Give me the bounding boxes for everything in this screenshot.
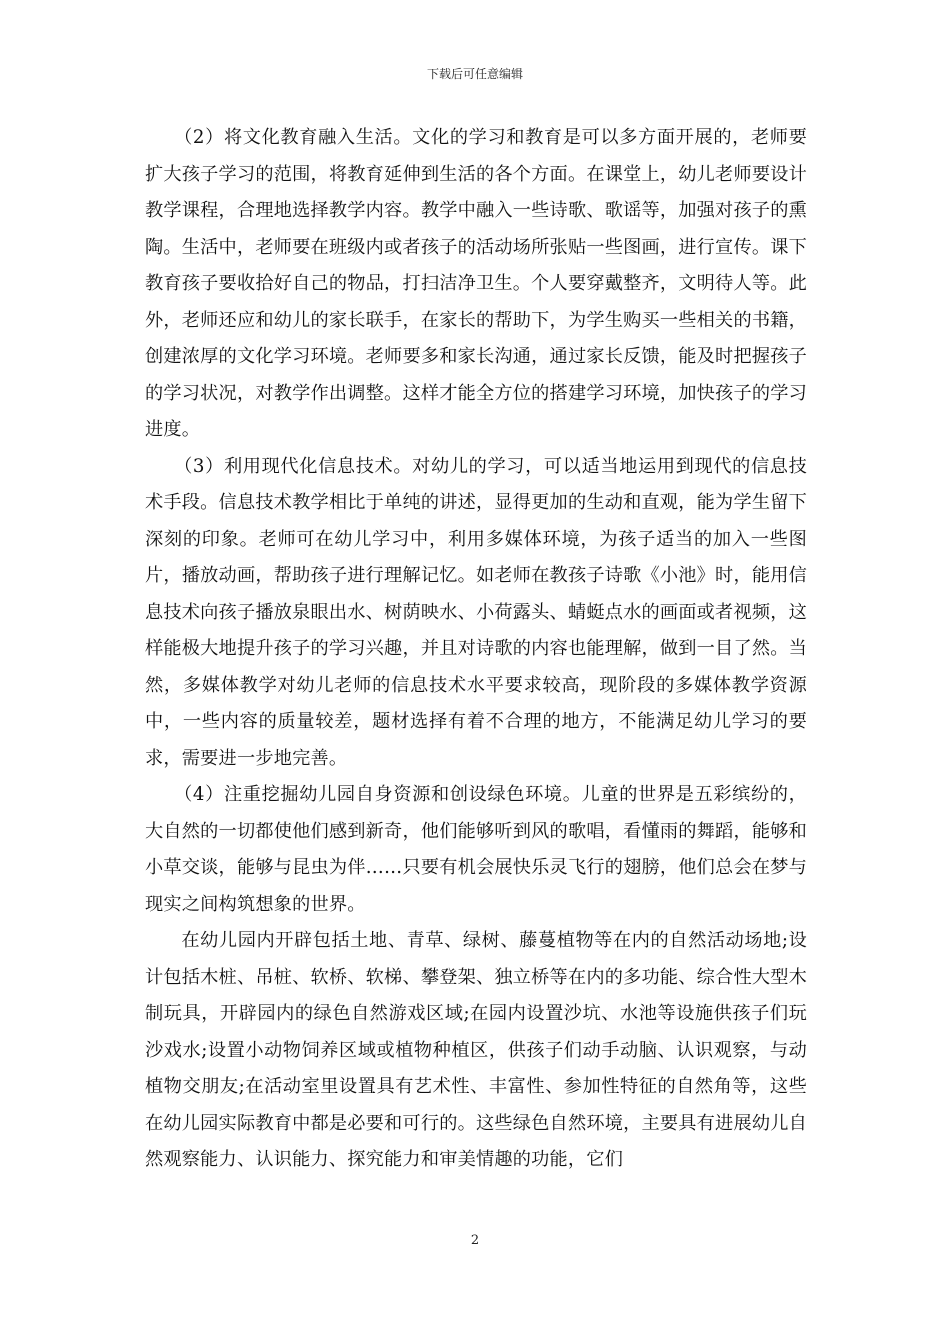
paragraph-kindergarten-facilities: 在幼儿园内开辟包括土地、青草、绿树、藤蔓植物等在内的自然活动场地;设计包括木桩、吊桩、软桥、软梯、攀登架、独立桥等在内的多功能、综合性大型木制玩具，开辟园内的绿色自然游戏区域;在园内设置沙坑、水池等设施供孩子们玩沙戏水;设置小动物饲养区域或植物种植区，供孩子们动手动脑、认识观察，与动植物交朋友;在活动室里设置具有艺术性、丰富性、参加性特征的自然角等，这些在幼儿园实际教育中都是必要和可行的。这些绿色自然环境，主要具有进展幼儿自然观察能力、认识能力、探究能力和审美情趣的功能，它们 <box>145 930 807 1170</box>
page-number: 2 <box>470 1233 480 1248</box>
page-header: 下载后可任意编辑 <box>426 67 523 81</box>
paragraph-3-information-technology: （3）利用现代化信息技术。对幼儿的学习，可以适当地运用到现代的信息技术手段。信息技术教学相比于单纯的讲述，显得更加的生动和直观，能为学生留下深刻的印象。老师可在幼儿学习中，利用多媒体环境，为孩子适当的加入一些图片，播放动画，帮助孩子进行理解记忆。如老师在教孩子诗歌《小池》时，能用信息技术向孩子播放泉眼出水、树荫映水、小荷露头、蜻蜓点水的画面或者视频，这样能极大地提升孩子的学习兴趣，并且对诗歌的内容也能理解，做到一目了然。当然，多媒体教学对幼儿老师的信息技术水平要求较高，现阶段的多媒体教学资源中，一些内容的质量较差，题材选择有着不合理的地方，不能满足幼儿学习的要求，需要进一步地完善。 <box>145 455 807 769</box>
paragraph-4-green-environment: （4）注重挖掘幼儿园自身资源和创设绿色环境。儿童的世界是五彩缤纷的，大自然的一切都使他们感到新奇，他们能够听到风的歌唱，看懂雨的舞蹈，能够和小草交谈，能够与昆虫为伴……只要有机会展快乐灵飞行的翅膀，他们总会在梦与现实之间构筑想象的世界。 <box>145 784 807 915</box>
document-body <box>145 120 807 1179</box>
paragraph-2-culture-in-life: （2）将文化教育融入生活。文化的学习和教育是可以多方面开展的，老师要扩大孩子学习的范围，将教育延伸到生活的各个方面。在课堂上，幼儿老师要设计教学课程，合理地选择教学内容。教学中融入一些诗歌、歌谣等，加强对孩子的熏陶。生活中，老师要在班级内或者孩子的活动场所张贴一些图画，进行宣传。课下教育孩子要收拾好自己的物品，打扫洁净卫生。个人要穿戴整齐，文明待人等。此外，老师还应和幼儿的家长联手，在家长的帮助下，为学生购买一些相关的书籍，创建浓厚的文化学习环境。老师要多和家长沟通，通过家长反馈，能及时把握孩子的学习状况，对教学作出调整。这样才能全方位的搭建学习环境，加快孩子的学习进度。 <box>145 127 807 440</box>
